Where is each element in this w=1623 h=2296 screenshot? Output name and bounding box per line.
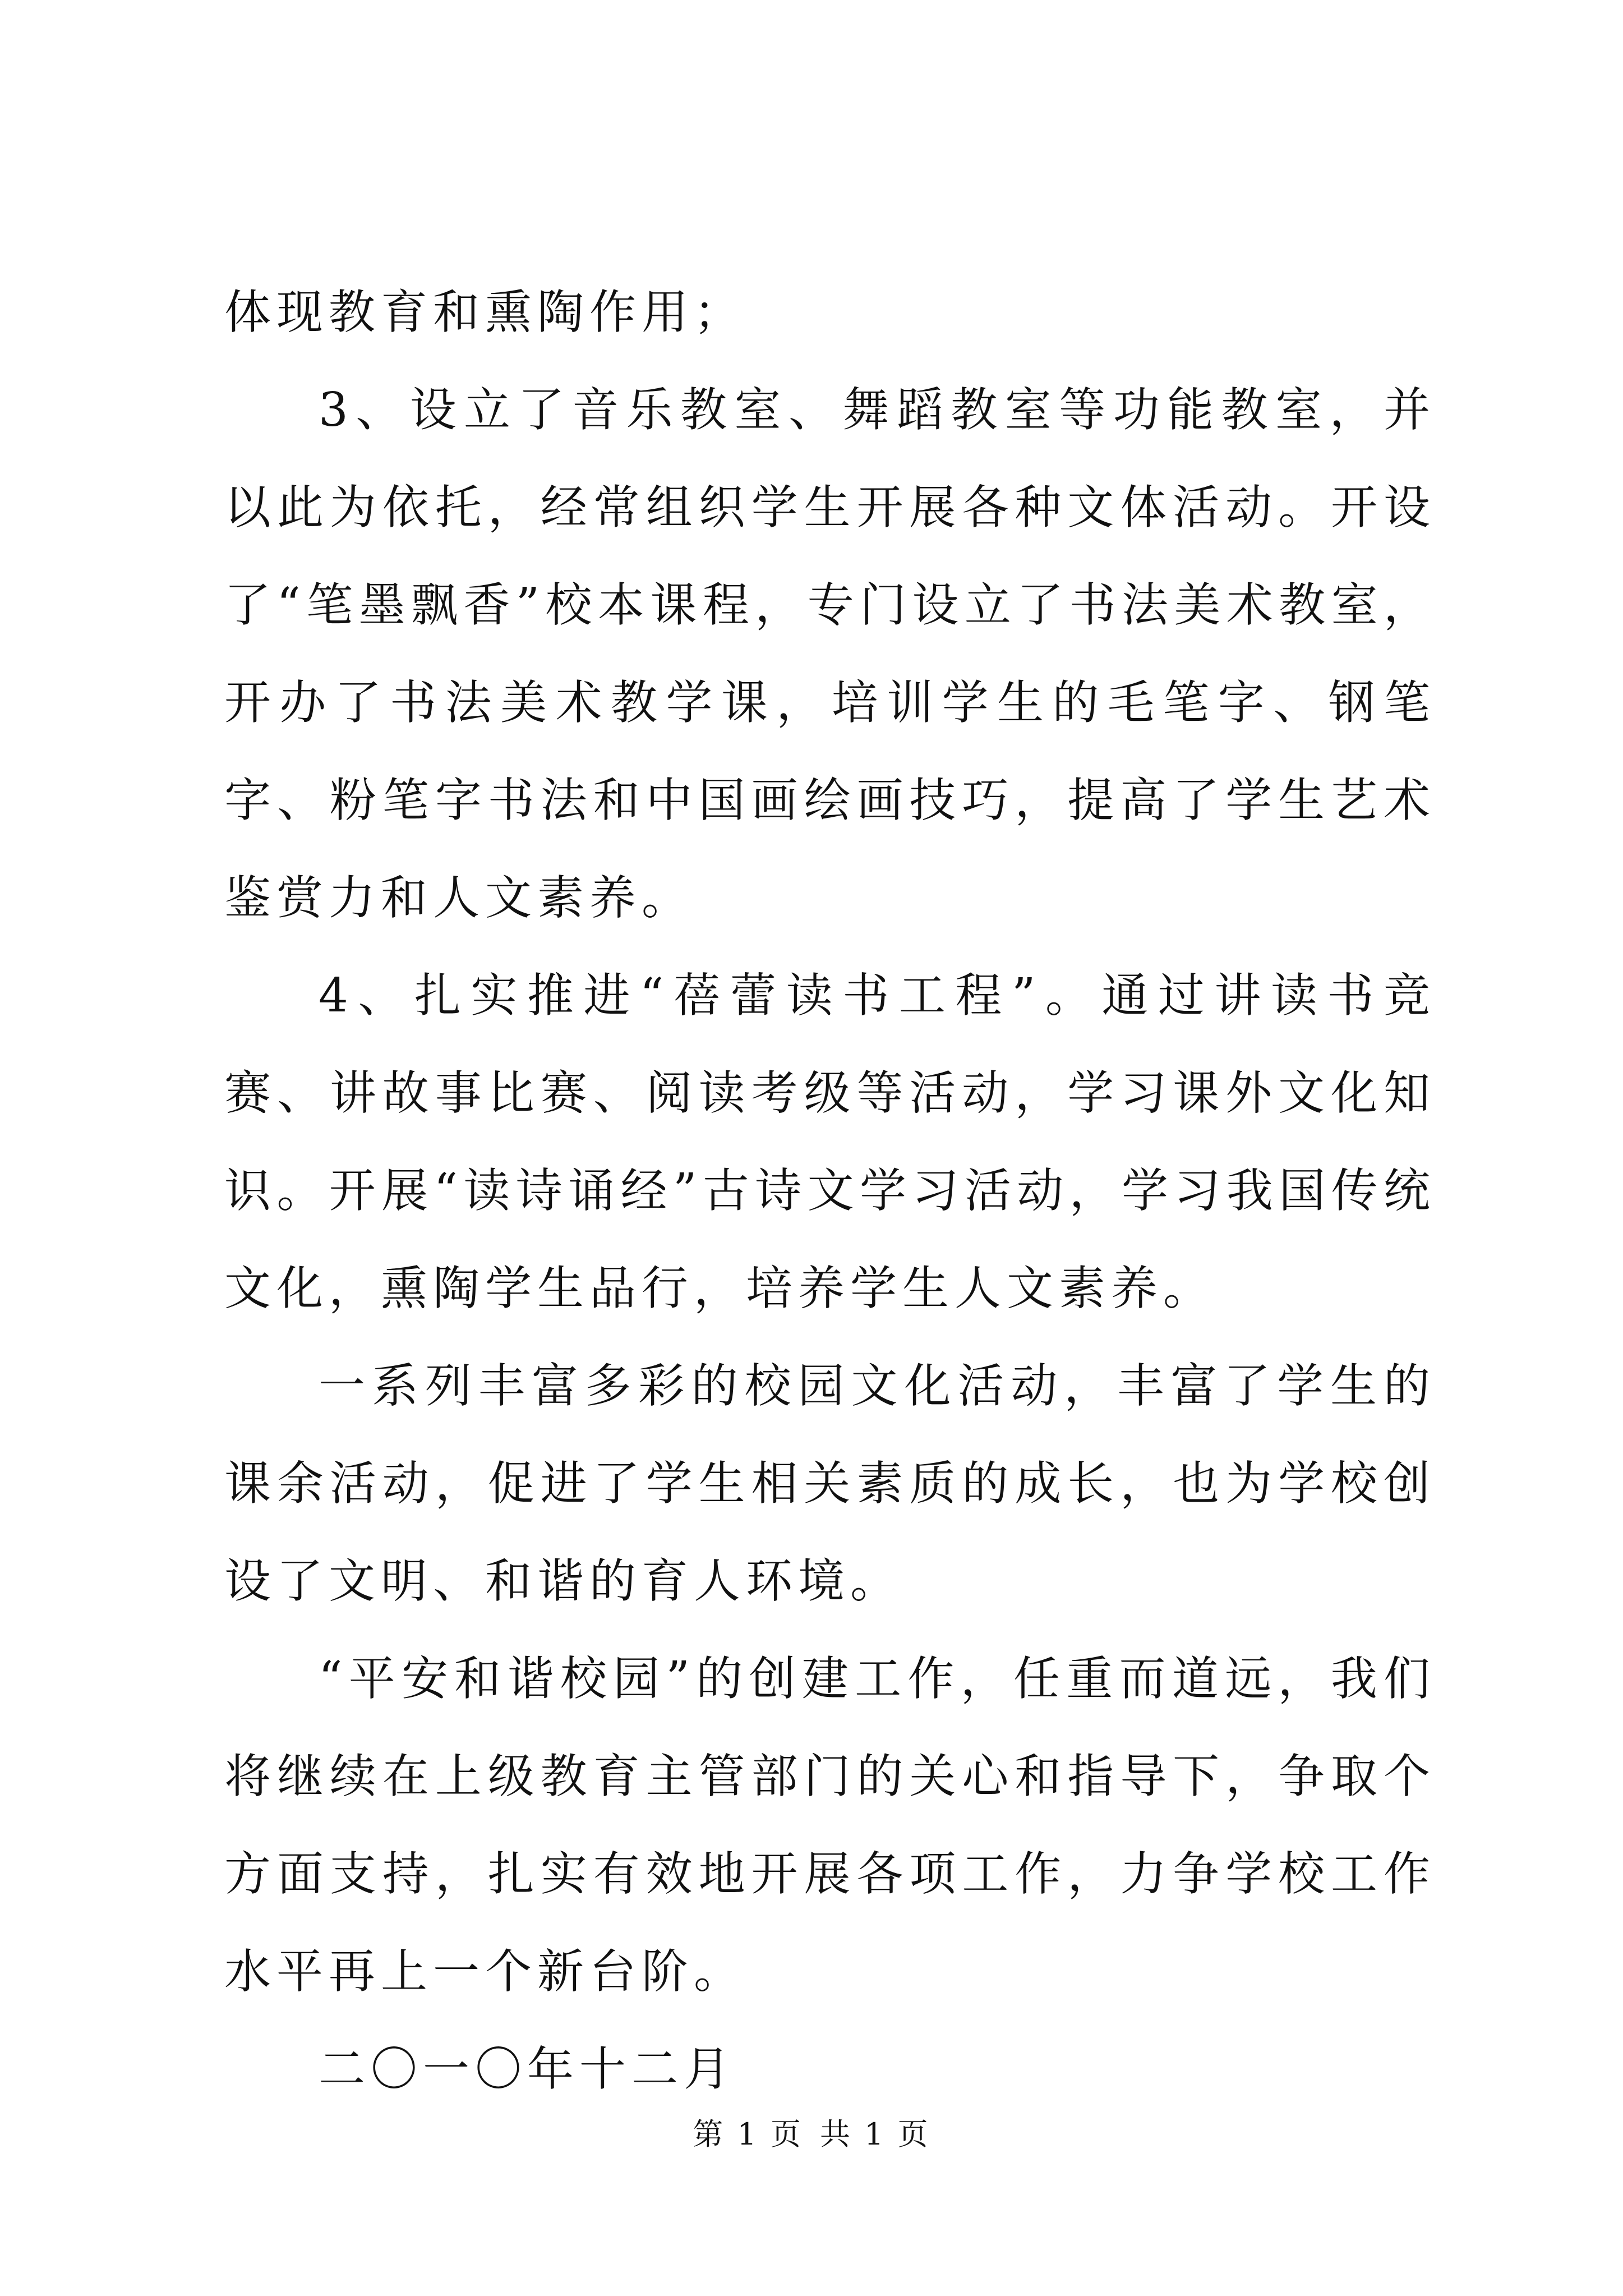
- page-number-total: 共 1 页: [820, 2116, 930, 2152]
- paragraph-item-4: 4、扎实推进“蓓蕾读书工程”。通过讲读书竞赛、讲故事比赛、阅读考级等活动，学习课外文化知识。开展“读诗诵经”古诗文学习活动，学习我国传统文化，熏陶学生品行，培养学生人文素养。: [224, 968, 1436, 1315]
- paragraph-conclusion: “平安和谐校园”的创建工作，任重而道远，我们将继续在上级教育主管部门的关心和指导下，争取个方面支持，扎实有效地开展各项工作，力争学校工作水平再上一个新台阶。: [224, 1651, 1436, 1999]
- page-footer: [0, 2115, 1623, 2154]
- paragraph-summary: 一系列丰富多彩的校园文化活动，丰富了学生的课余活动，促进了学生相关素质的成长，也为学校创设了文明、和谐的育人环境。: [224, 1359, 1436, 1608]
- document-date: 二〇一〇年十二月: [319, 2042, 736, 2096]
- document-body: [224, 264, 1436, 2118]
- paragraph-item-3: 3、设立了音乐教室、舞蹈教室等功能教室，并以此为依托，经常组织学生开展各种文体活动。开设了“笔墨飘香”校本课程，专门设立了书法美术教室，开办了书法美术教学课，培训学生的毛笔字、钢笔字、粉笔字书法和中国画绘画技巧，提高了学生艺术鉴赏力和人文素养。: [224, 383, 1436, 925]
- paragraph-continuation: 体现教育和熏陶作用；: [224, 285, 746, 339]
- page-number-current: 第 1 页: [693, 2116, 803, 2152]
